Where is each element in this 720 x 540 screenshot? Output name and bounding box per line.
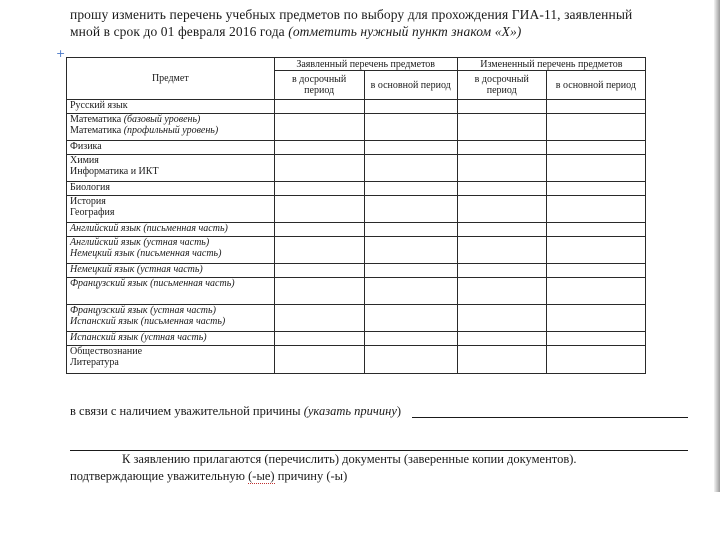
- table-row: [67, 114, 646, 141]
- subject-cell: [67, 332, 275, 346]
- subject-label: Математика (базовый уровень): [70, 114, 201, 125]
- subject-label: Английский язык (устная часть): [70, 237, 210, 248]
- mark-cell[interactable]: [546, 278, 645, 305]
- subject-cell: [67, 100, 275, 114]
- subject-cell: [67, 346, 275, 374]
- declared-list-header: Заявленный перечень предметов: [274, 58, 457, 71]
- subject-cell: [67, 114, 275, 141]
- subject-label: Французский язык (устная часть): [70, 305, 216, 316]
- table-row: [67, 182, 646, 196]
- mark-cell[interactable]: [274, 278, 364, 305]
- table-row: [67, 223, 646, 237]
- intro-paragraph: [70, 6, 690, 40]
- intro-line-2: мной в срок до 01 февраля 2016 года (отметить нужный пункт знаком «Х»): [70, 24, 522, 39]
- intro-line-1: прошу изменить перечень учебных предметов по выбору для прохождения ГИА-11, заявленный: [70, 7, 633, 22]
- mark-cell[interactable]: [546, 264, 645, 278]
- mark-cell[interactable]: [457, 141, 546, 155]
- subject-cell: [67, 155, 275, 182]
- mark-cell[interactable]: [546, 332, 645, 346]
- mark-cell[interactable]: [364, 141, 457, 155]
- mark-cell[interactable]: [274, 223, 364, 237]
- mark-cell[interactable]: [546, 100, 645, 114]
- reason-blank-line-2[interactable]: [70, 450, 688, 451]
- changed-main-header: в основной период: [546, 71, 645, 100]
- mark-cell[interactable]: [364, 182, 457, 196]
- table-row: [67, 278, 646, 305]
- mark-cell[interactable]: [457, 114, 546, 141]
- mark-cell[interactable]: [457, 332, 546, 346]
- table-row: [67, 141, 646, 155]
- subject-label: Испанский язык (устная часть): [70, 332, 207, 343]
- table-move-handle-icon[interactable]: +: [56, 47, 66, 60]
- mark-cell[interactable]: [364, 332, 457, 346]
- mark-cell[interactable]: [364, 264, 457, 278]
- mark-cell[interactable]: [274, 141, 364, 155]
- mark-cell[interactable]: [546, 237, 645, 264]
- declared-early-header: в досрочный период: [274, 71, 364, 100]
- subject-label: Немецкий язык (устная часть): [70, 264, 203, 275]
- table-row: [67, 332, 646, 346]
- subject-label: Биология: [70, 182, 111, 193]
- table-row: [67, 155, 646, 182]
- subject-label: Испанский язык (письменная часть): [70, 316, 226, 327]
- mark-cell[interactable]: [274, 305, 364, 332]
- mark-cell[interactable]: [364, 114, 457, 141]
- declared-main-header: в основной период: [364, 71, 457, 100]
- changed-early-header: в досрочный период: [457, 71, 546, 100]
- mark-cell[interactable]: [546, 346, 645, 374]
- table-row: [67, 237, 646, 264]
- mark-cell[interactable]: [274, 100, 364, 114]
- subject-label: Обществознание: [70, 346, 143, 357]
- mark-cell[interactable]: [457, 223, 546, 237]
- table-row: [67, 264, 646, 278]
- mark-cell[interactable]: [364, 278, 457, 305]
- changed-list-header: Измененный перечень предметов: [457, 58, 645, 71]
- subject-column-header: Предмет: [67, 58, 275, 100]
- mark-cell[interactable]: [364, 223, 457, 237]
- mark-cell[interactable]: [274, 155, 364, 182]
- table-row: [67, 346, 646, 374]
- subject-label: Французский язык (письменная часть): [70, 278, 235, 289]
- subject-label: Немецкий язык (письменная часть): [70, 248, 222, 259]
- table-row: [67, 196, 646, 223]
- mark-cell[interactable]: [457, 346, 546, 374]
- subject-cell: [67, 223, 275, 237]
- mark-cell[interactable]: [546, 196, 645, 223]
- subject-cell: [67, 278, 275, 305]
- spellcheck-mark: (-ые): [248, 469, 275, 483]
- subject-label: История: [70, 196, 106, 207]
- mark-cell[interactable]: [274, 196, 364, 223]
- subject-cell: [67, 264, 275, 278]
- subject-cell: [67, 141, 275, 155]
- subject-label: Английский язык (письменная часть): [70, 223, 228, 234]
- mark-cell[interactable]: [546, 155, 645, 182]
- mark-cell[interactable]: [364, 346, 457, 374]
- mark-cell[interactable]: [457, 237, 546, 264]
- mark-cell[interactable]: [364, 196, 457, 223]
- mark-cell[interactable]: [274, 332, 364, 346]
- subject-cell: [67, 196, 275, 223]
- subject-label: Физика: [70, 141, 102, 152]
- subject-cell: [67, 305, 275, 332]
- table-row: [67, 100, 646, 114]
- subject-label: География: [70, 207, 115, 218]
- mark-cell[interactable]: [274, 346, 364, 374]
- subjects-table: [66, 57, 646, 374]
- mark-cell[interactable]: [457, 182, 546, 196]
- subject-cell: [67, 182, 275, 196]
- mark-cell[interactable]: [364, 155, 457, 182]
- attachments-line: К заявлению прилагаются (перечислить) документы (заверенные копии документов).: [122, 452, 577, 466]
- mark-cell[interactable]: [457, 196, 546, 223]
- reason-line: в связи с наличием уважительной причины (указать причину): [70, 404, 402, 418]
- subject-cell: [67, 237, 275, 264]
- mark-cell[interactable]: [546, 305, 645, 332]
- mark-cell[interactable]: [457, 278, 546, 305]
- below-page-area: [0, 492, 720, 540]
- mark-cell[interactable]: [546, 223, 645, 237]
- mark-cell[interactable]: [364, 100, 457, 114]
- mark-cell[interactable]: [457, 305, 546, 332]
- mark-cell[interactable]: [274, 264, 364, 278]
- mark-cell[interactable]: [457, 264, 546, 278]
- mark-cell[interactable]: [364, 305, 457, 332]
- page-edge-shadow: [714, 0, 720, 492]
- mark-cell[interactable]: [546, 141, 645, 155]
- subject-label: Русский язык: [70, 100, 128, 111]
- mark-cell[interactable]: [364, 237, 457, 264]
- subject-label: Химия: [70, 155, 99, 166]
- mark-cell[interactable]: [274, 182, 364, 196]
- subject-label: Литература: [70, 357, 119, 368]
- subject-label: Математика (профильный уровень): [70, 125, 219, 136]
- mark-cell[interactable]: [546, 114, 645, 141]
- mark-cell[interactable]: [546, 182, 645, 196]
- subject-label: Информатика и ИКТ: [70, 166, 159, 177]
- table-row: [67, 305, 646, 332]
- attachments-line-2: подтверждающие уважительную (-ые) причину (-ы): [70, 469, 348, 483]
- mark-cell[interactable]: [274, 114, 364, 141]
- reason-blank-line[interactable]: [412, 417, 688, 418]
- mark-cell[interactable]: [457, 155, 546, 182]
- mark-cell[interactable]: [457, 100, 546, 114]
- mark-cell[interactable]: [274, 237, 364, 264]
